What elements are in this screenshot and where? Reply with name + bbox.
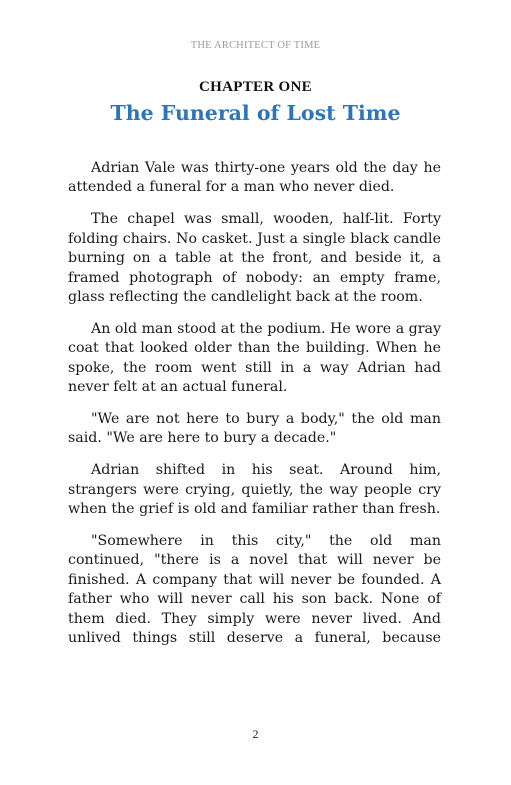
paragraph: The chapel was small, wooden, half-lit. Forty folding chairs. No casket. Just a single black candle burning on a table at the front, and beside it, a framed photograph of nobody: an empty frame, glass reflecting the candlelight back at the room. [68,211,441,305]
chapter-label: CHAPTER ONE [199,79,312,95]
chapter-title: The Funeral of Lost Time [110,101,401,125]
chapter-body [68,159,441,661]
page-number: 2 [252,727,259,741]
paragraph: Adrian shifted in his seat. Around him, strangers were crying, quietly, the way people cry when the grief is old and familiar rather than fresh. [68,462,441,518]
running-header: THE ARCHITECT OF TIME [190,40,321,51]
paragraph: An old man stood at the podium. He wore a gray coat that looked older than the building. When he spoke, the room went still in a way Adrian had never felt at an actual funeral. [68,320,442,396]
paragraph: Adrian Vale was thirty-one years old the day he attended a funeral for a man who never died. [68,160,441,196]
paragraph: "Somewhere in this city," the old man continued, "there is a novel that will never be finished. A company that will never be founded. A father who will never call his son back. None of them died. They simply were never lived. And unlived things still deserve a funeral, because [68,533,441,647]
paragraph: "We are not here to bury a body," the old man said. "We are here to bury a decade." [68,410,441,447]
